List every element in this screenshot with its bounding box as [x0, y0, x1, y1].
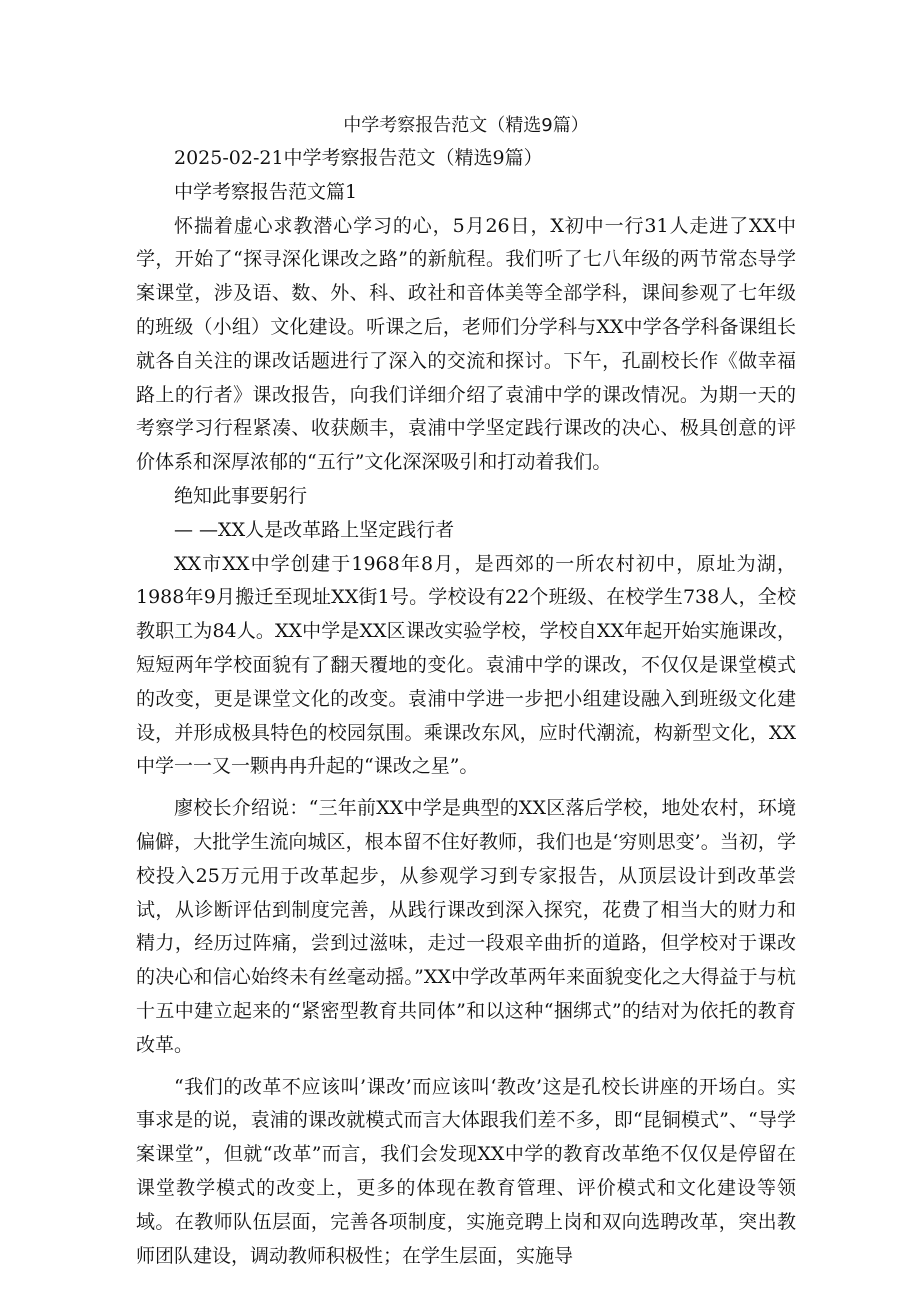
- paragraph: XX市XX中学创建于1968年8月，是西郊的一所农村初中，原址为湖，1988年9月搬迁至现址XX街1号。学校设有22个班级、在校学生738人，全校教职工为84人。XX中学是XX区课改实验学校，学校自XX年起开始实施课改，短短两年学校面貌有了翻天覆地的变化。袁浦中学的课改，不仅仅是课堂模式的改变，更是课堂文化的改变。袁浦中学进一步把小组建设融入到班级文化建设，并形成极具特色的校园氛围。乘课改东风，应时代潮流，构新型文化，XX中学一一又一颗冉冉升起的“课改之星”。: [136, 552, 796, 778]
- section-heading: 中学考察报告范文篇1: [174, 180, 358, 203]
- paragraph: “我们的改革不应该叫’课改’而应该叫‘教改’这是孔校长讲座的开场白。实事求是的说，袁浦的课改就模式而言大体跟我们差不多，即“昆铜模式”、“导学案课堂”，但就“改革”而言，我们会发现XX中学的教育改革绝不仅仅是停留在课堂教学模式的改变上，更多的体现在教育管理、评价模式和文化建设等领域。在教师队伍层面，完善各项制度，实施竞聘上岗和双向选聘改革，突出教师团队建设，调动教师积极性；在学生层面，实施导: [136, 1075, 796, 1267]
- paragraph: 怀揣着虚心求教潜心学习的心，5月26日，X初中一行31人走进了XX中学，开始了“探寻深化课改之路”的新航程。我们听了七八年级的两节常态导学案课堂，涉及语、数、外、科、政社和音体美等全部学科，课间参观了七年级的班级（小组）文化建设。听课之后，老师们分学科与XX中学各学科备课组长就各自关注的课改话题进行了深入的交流和探讨。下午，孔副校长作《做幸福路上的行者》课改报告，向我们详细介绍了袁浦中学的课改情况。为期一天的考察学习行程紧凑、收获颇丰，袁浦中学坚定践行课改的决心、极具创意的评价体系和深厚浓郁的“五行”文化深深吸引和打动着我们。: [136, 214, 796, 474]
- paragraph: 廖校长介绍说：“三年前XX中学是典型的XX区落后学校，地处农村，环境偏僻，大批学生流向城区，根本留不住好教师，我们也是‘穷则思变’。当初，学校投入25万元用于改革起步，从参观学习到专家报告，从顶层设计到改革尝试，从诊断评估到制度完善，从践行课改到深入探究，花费了相当大的财力和精力，经历过阵痛，尝到过滋味，走过一段艰辛曲折的道路，但学校对于课改的决心和信心始终未有丝毫动摇。”XX中学改革两年来面貌变化之大得益于与杭十五中建立起来的“紧密型教育共同体”和以这种“捆绑式”的结对为依托的教育改革。: [136, 797, 796, 1056]
- date-line: 2025-02-21中学考察报告范文（精选9篇）: [174, 147, 543, 169]
- subheading: 绝知此事要躬行: [174, 484, 308, 507]
- subheading: — —XX人是改革路上坚定践行者: [174, 518, 455, 541]
- document-title: 中学考察报告范文（精选9篇）: [343, 115, 589, 136]
- document-body: [136, 110, 796, 1273]
